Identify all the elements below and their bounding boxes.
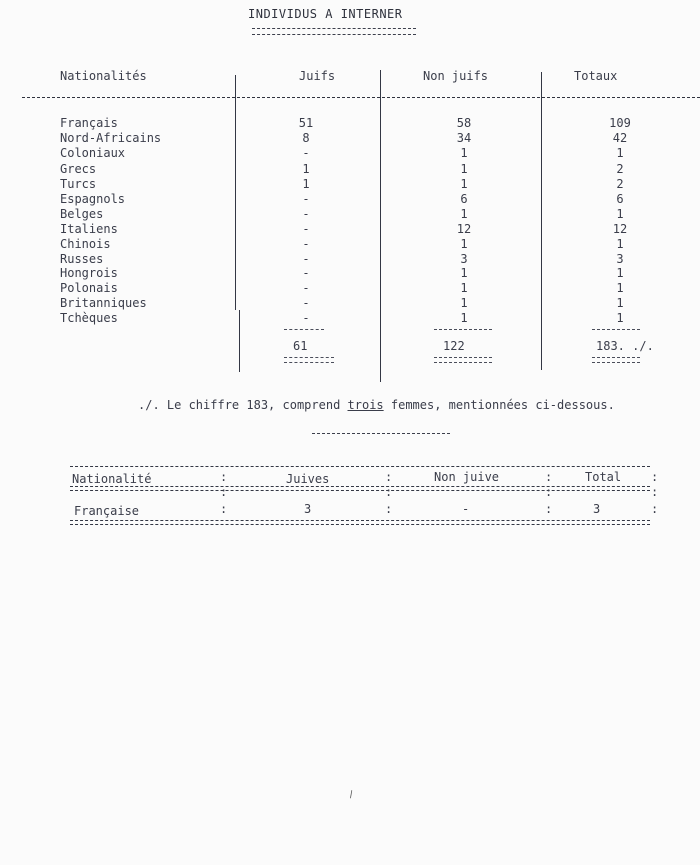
cell-nationality: Grecs — [60, 162, 97, 176]
cell-non-jews: 1 — [460, 281, 468, 295]
cell-jews: - — [302, 237, 310, 251]
separator: : — [651, 470, 659, 484]
cell-jews: - — [302, 281, 310, 295]
cell-jews: - — [302, 207, 310, 221]
cell-total: 109 — [609, 116, 631, 130]
separator: : — [385, 470, 393, 484]
table-row — [0, 296, 700, 311]
cell-non-jews: 1 — [460, 266, 468, 280]
footnote-text-start: ./. Le chiffre 183, comprend — [138, 398, 348, 412]
title-underline — [252, 28, 416, 35]
cell-nationality: Polonais — [60, 281, 118, 295]
cell-total: 1 — [616, 237, 624, 251]
cell-nationality: Turcs — [60, 177, 97, 191]
table2-cell-nationality: Française — [74, 504, 140, 518]
document-title: INDIVIDUS A INTERNER — [248, 7, 403, 21]
cell-total: 1 — [616, 266, 624, 280]
cell-non-jews: 1 — [460, 207, 468, 221]
table2-cell-total: 3 — [593, 502, 601, 516]
separator: : — [385, 485, 393, 499]
table-row — [0, 237, 700, 252]
total-double-rule — [284, 357, 334, 363]
cell-total: 3 — [616, 252, 624, 266]
cell-jews: 51 — [298, 116, 314, 130]
cell-non-jews: 1 — [460, 146, 468, 160]
separator: : — [651, 485, 659, 499]
table2-cell-jews: 3 — [304, 502, 312, 516]
cell-non-jews: 34 — [456, 131, 472, 145]
footnote — [138, 398, 615, 412]
cell-nationality: Français — [60, 116, 118, 130]
cell-non-jews: 12 — [456, 222, 472, 236]
total-all: 183. ./. — [596, 339, 654, 353]
separator: : — [545, 470, 553, 484]
cell-nationality: Coloniaux — [60, 146, 126, 160]
table-row — [0, 207, 700, 222]
footnote-text-end: femmes, mentionnées ci-dessous. — [383, 398, 615, 412]
cell-total: 1 — [616, 296, 624, 310]
cell-jews: - — [302, 311, 310, 325]
table2-top-rule — [70, 466, 650, 467]
cell-nationality: Hongrois — [60, 266, 118, 280]
cell-jews: - — [302, 192, 310, 206]
total-double-rule — [434, 357, 492, 363]
header-jews: Juifs — [299, 69, 336, 83]
total-non-jews: 122 — [443, 339, 465, 353]
table-row — [0, 281, 700, 296]
cell-non-jews: 3 — [460, 252, 468, 266]
cell-nationality: Russes — [60, 252, 104, 266]
separator: : — [651, 502, 659, 516]
table2-bottom-rule — [70, 520, 650, 525]
table2-header-non-jews: Non juive — [434, 470, 500, 484]
cell-non-jews: 1 — [460, 296, 468, 310]
table2-header-rule — [70, 486, 650, 491]
table2-header-nationality: Nationalité — [72, 472, 152, 486]
subtotal-rule — [284, 329, 324, 330]
cell-jews: - — [302, 266, 310, 280]
cell-nationality: Italiens — [60, 222, 118, 236]
table-row — [0, 252, 700, 267]
section-divider — [312, 433, 450, 434]
header-rule — [22, 97, 700, 98]
footnote-underlined: trois — [347, 398, 384, 412]
cell-jews: 1 — [302, 177, 310, 191]
header-totals: Totaux — [574, 69, 618, 83]
cell-total: 2 — [616, 177, 624, 191]
cell-total: 1 — [616, 146, 624, 160]
table2-cell-non-jews: - — [462, 502, 470, 516]
cell-total: 2 — [616, 162, 624, 176]
subtotal-rule — [434, 329, 492, 330]
cell-non-jews: 1 — [460, 237, 468, 251]
scan-mark: \ — [345, 789, 356, 801]
header-nationality: Nationalités — [60, 69, 147, 83]
table-row — [0, 146, 700, 161]
table-row — [0, 177, 700, 192]
separator: : — [385, 502, 393, 516]
cell-total: 1 — [616, 311, 624, 325]
cell-total: 42 — [612, 131, 628, 145]
cell-nationality: Belges — [60, 207, 104, 221]
total-double-rule — [592, 357, 640, 363]
table-row — [0, 311, 700, 326]
cell-jews: 8 — [302, 131, 310, 145]
separator: : — [220, 485, 228, 499]
cell-total: 12 — [612, 222, 628, 236]
table-row — [0, 131, 700, 146]
cell-non-jews: 6 — [460, 192, 468, 206]
cell-total: 1 — [616, 207, 624, 221]
table-row — [0, 116, 700, 131]
separator: : — [220, 470, 228, 484]
cell-total: 6 — [616, 192, 624, 206]
cell-jews: - — [302, 296, 310, 310]
cell-jews: - — [302, 252, 310, 266]
cell-jews: - — [302, 146, 310, 160]
table2-header-jews: Juives — [286, 472, 330, 486]
separator: : — [220, 502, 228, 516]
table-row — [0, 266, 700, 281]
header-non-jews: Non juifs — [423, 69, 489, 83]
table2-header-total: Total — [585, 470, 622, 484]
cell-non-jews: 1 — [460, 311, 468, 325]
subtotal-rule — [592, 329, 640, 330]
table-row — [0, 222, 700, 237]
separator: : — [545, 485, 553, 499]
separator: : — [545, 502, 553, 516]
table-row — [0, 162, 700, 177]
cell-jews: 1 — [302, 162, 310, 176]
cell-non-jews: 58 — [456, 116, 472, 130]
cell-nationality: Espagnols — [60, 192, 126, 206]
cell-nationality: Nord-Africains — [60, 131, 162, 145]
cell-total: 1 — [616, 281, 624, 295]
table-row — [0, 192, 700, 207]
cell-nationality: Britanniques — [60, 296, 147, 310]
cell-non-jews: 1 — [460, 177, 468, 191]
cell-nationality: Chinois — [60, 237, 111, 251]
total-jews: 61 — [293, 339, 308, 353]
cell-jews: - — [302, 222, 310, 236]
cell-non-jews: 1 — [460, 162, 468, 176]
cell-nationality: Tchèques — [60, 311, 118, 325]
